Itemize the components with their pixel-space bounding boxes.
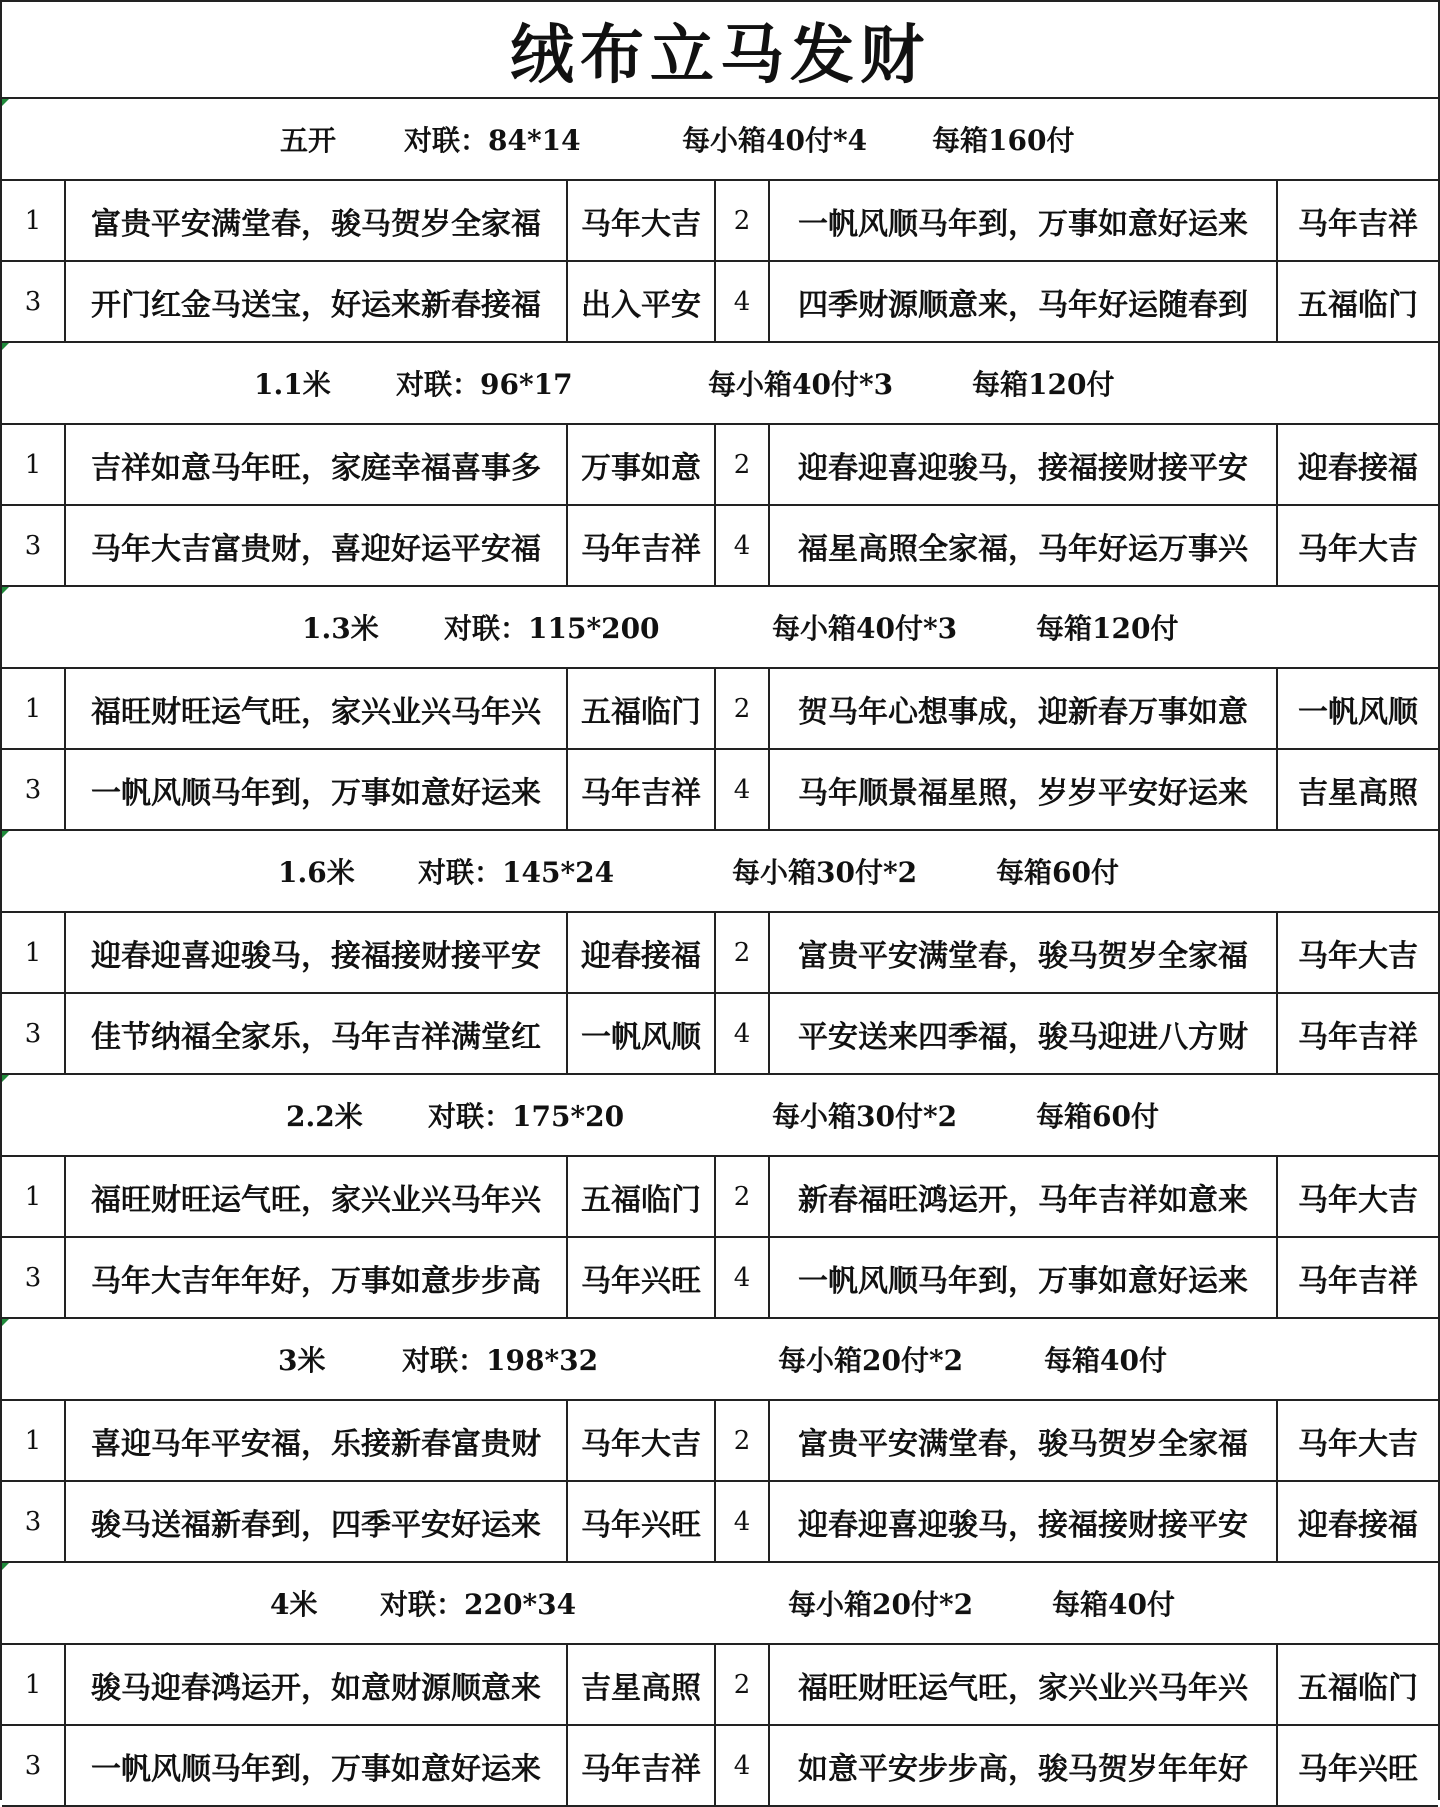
spec-box: 每箱40付 bbox=[1044, 1344, 1167, 1377]
item-number-right: 4 bbox=[716, 506, 770, 585]
spec-box: 每箱120付 bbox=[972, 368, 1115, 401]
item-number-left: 3 bbox=[2, 1238, 66, 1317]
table-row bbox=[2, 1645, 1438, 1726]
item-number-left: 3 bbox=[2, 1726, 66, 1805]
couplet-text-left: 佳节纳福全家乐，马年吉祥满堂红 bbox=[66, 994, 568, 1073]
couplet-text-right: 贺马年心想事成，迎新春万事如意 bbox=[770, 669, 1278, 748]
banner-text-right: 一帆风顺 bbox=[1298, 694, 1418, 730]
spec-small-box: 每小箱30付*2 bbox=[772, 1100, 958, 1133]
couplet-text-left: 开门红金马送宝，好运来新春接福 bbox=[66, 262, 568, 341]
couplet-text-left: 福旺财旺运气旺，家兴业兴马年兴 bbox=[66, 1157, 568, 1236]
banner-text-left: 马年大吉 bbox=[568, 1401, 716, 1480]
banner-text-right: 马年大吉 bbox=[1298, 1426, 1418, 1462]
couplet-text-left: 吉祥如意马年旺，家庭幸福喜事多 bbox=[66, 425, 568, 504]
spec-couplet: 对联：145*24 bbox=[418, 856, 615, 889]
couplet-text-left: 马年大吉富贵财，喜迎好运平安福 bbox=[66, 506, 568, 585]
banner-text-left: 五福临门 bbox=[568, 1157, 716, 1236]
couplet-text-right: 如意平安步步高，骏马贺岁年年好 bbox=[770, 1726, 1278, 1805]
table-row bbox=[2, 425, 1438, 506]
item-number-right: 2 bbox=[716, 669, 770, 748]
item-number-right: 2 bbox=[716, 1645, 770, 1724]
couplet-text-right: 福星高照全家福，马年好运万事兴 bbox=[770, 506, 1278, 585]
banner-text-right: 马年大吉 bbox=[1298, 1182, 1418, 1218]
spec-small-box: 每小箱20付*2 bbox=[788, 1588, 974, 1621]
spec-size: 2.2米 bbox=[286, 1100, 363, 1133]
couplet-text-right: 一帆风顺马年到，万事如意好运来 bbox=[770, 181, 1278, 260]
spec-row bbox=[2, 831, 1438, 913]
table-row bbox=[2, 994, 1438, 1075]
cell-comment-marker bbox=[2, 587, 9, 594]
banner-text-left: 马年大吉 bbox=[568, 181, 716, 260]
table-row bbox=[2, 1482, 1438, 1563]
spec-small-box: 每小箱40付*3 bbox=[708, 368, 894, 401]
item-number-right: 2 bbox=[716, 1401, 770, 1480]
item-number-left: 1 bbox=[2, 181, 66, 260]
item-number-right: 2 bbox=[716, 913, 770, 992]
couplet-text-right: 迎春迎喜迎骏马，接福接财接平安 bbox=[770, 425, 1278, 504]
couplet-text-left: 马年大吉年年好，万事如意步步高 bbox=[66, 1238, 568, 1317]
banner-text-left: 马年吉祥 bbox=[568, 750, 716, 829]
table-row bbox=[2, 750, 1438, 831]
cell-comment-marker bbox=[2, 831, 9, 838]
cell-comment-marker bbox=[2, 343, 9, 350]
couplet-text-left: 迎春迎喜迎骏马，接福接财接平安 bbox=[66, 913, 568, 992]
banner-text-left: 万事如意 bbox=[568, 425, 716, 504]
banner-text-right: 马年吉祥 bbox=[1298, 1263, 1418, 1299]
banner-text-left: 吉星高照 bbox=[568, 1645, 716, 1724]
banner-text-left: 马年兴旺 bbox=[568, 1482, 716, 1561]
spec-box: 每箱40付 bbox=[1052, 1588, 1175, 1621]
couplet-text-left: 喜迎马年平安福，乐接新春富贵财 bbox=[66, 1401, 568, 1480]
spec-size: 1.1米 bbox=[254, 368, 331, 401]
spec-couplet: 对联：96*17 bbox=[396, 368, 573, 401]
cell-comment-marker bbox=[2, 1319, 9, 1326]
spec-size: 五开 bbox=[280, 124, 337, 157]
banner-text-right: 马年吉祥 bbox=[1298, 206, 1418, 242]
item-number-left: 3 bbox=[2, 750, 66, 829]
table-row bbox=[2, 669, 1438, 750]
banner-text-right: 马年兴旺 bbox=[1298, 1751, 1418, 1787]
banner-text-left: 出入平安 bbox=[568, 262, 716, 341]
cell-comment-marker bbox=[2, 99, 9, 106]
couplet-text-right: 富贵平安满堂春，骏马贺岁全家福 bbox=[770, 1401, 1278, 1480]
spec-small-box: 每小箱40付*3 bbox=[772, 612, 958, 645]
banner-text-right: 吉星高照 bbox=[1298, 775, 1418, 811]
table-row bbox=[2, 913, 1438, 994]
item-number-right: 2 bbox=[716, 1157, 770, 1236]
banner-text-right: 五福临门 bbox=[1298, 1670, 1418, 1706]
banner-text-right: 马年吉祥 bbox=[1298, 1019, 1418, 1055]
spec-box: 每箱60付 bbox=[996, 856, 1119, 889]
banner-text-right: 马年大吉 bbox=[1298, 938, 1418, 974]
spec-couplet: 对联：175*20 bbox=[428, 1100, 625, 1133]
item-number-left: 1 bbox=[2, 1645, 66, 1724]
cell-comment-marker bbox=[2, 1075, 9, 1082]
banner-text-right: 迎春接福 bbox=[1298, 1507, 1418, 1543]
banner-text-left: 迎春接福 bbox=[568, 913, 716, 992]
spec-size: 3米 bbox=[278, 1344, 326, 1377]
spec-size: 4米 bbox=[270, 1588, 318, 1621]
couplet-text-right: 福旺财旺运气旺，家兴业兴马年兴 bbox=[770, 1645, 1278, 1724]
item-number-left: 1 bbox=[2, 1157, 66, 1236]
table-row bbox=[2, 1726, 1438, 1807]
item-number-right: 4 bbox=[716, 994, 770, 1073]
spec-couplet: 对联：198*32 bbox=[402, 1344, 599, 1377]
spec-couplet: 对联：84*14 bbox=[404, 124, 581, 157]
item-number-right: 2 bbox=[716, 425, 770, 504]
couplet-text-right: 马年顺景福星照，岁岁平安好运来 bbox=[770, 750, 1278, 829]
spec-couplet: 对联：115*200 bbox=[444, 612, 660, 645]
item-number-right: 4 bbox=[716, 1482, 770, 1561]
table-row bbox=[2, 181, 1438, 262]
item-number-left: 1 bbox=[2, 669, 66, 748]
table-row bbox=[2, 1238, 1438, 1319]
item-number-right: 4 bbox=[716, 1726, 770, 1805]
spec-row bbox=[2, 99, 1438, 181]
item-number-left: 3 bbox=[2, 262, 66, 341]
spec-row bbox=[2, 1319, 1438, 1401]
table-row bbox=[2, 1157, 1438, 1238]
couplet-text-left: 一帆风顺马年到，万事如意好运来 bbox=[66, 750, 568, 829]
banner-text-left: 马年吉祥 bbox=[568, 506, 716, 585]
banner-text-left: 马年兴旺 bbox=[568, 1238, 716, 1317]
item-number-right: 4 bbox=[716, 1238, 770, 1317]
couplet-text-right: 一帆风顺马年到，万事如意好运来 bbox=[770, 1238, 1278, 1317]
spec-row bbox=[2, 1563, 1438, 1645]
couplet-text-left: 一帆风顺马年到，万事如意好运来 bbox=[66, 1726, 568, 1805]
couplet-text-right: 平安送来四季福，骏马迎进八方财 bbox=[770, 994, 1278, 1073]
spec-size: 1.3米 bbox=[302, 612, 379, 645]
couplet-text-left: 福旺财旺运气旺，家兴业兴马年兴 bbox=[66, 669, 568, 748]
item-number-right: 2 bbox=[716, 181, 770, 260]
spec-small-box: 每小箱40付*4 bbox=[682, 124, 868, 157]
couplet-text-right: 迎春迎喜迎骏马，接福接财接平安 bbox=[770, 1482, 1278, 1561]
couplet-text-right: 富贵平安满堂春，骏马贺岁全家福 bbox=[770, 913, 1278, 992]
banner-text-right: 马年大吉 bbox=[1298, 531, 1418, 567]
couplet-text-left: 富贵平安满堂春，骏马贺岁全家福 bbox=[66, 181, 568, 260]
spec-small-box: 每小箱20付*2 bbox=[778, 1344, 964, 1377]
item-number-left: 3 bbox=[2, 994, 66, 1073]
spec-box: 每箱160付 bbox=[932, 124, 1075, 157]
banner-text-left: 马年吉祥 bbox=[568, 1726, 716, 1805]
sections-container bbox=[2, 99, 1438, 1807]
spec-box: 每箱120付 bbox=[1036, 612, 1179, 645]
spec-couplet: 对联：220*34 bbox=[380, 1588, 577, 1621]
couplet-text-left: 骏马迎春鸿运开，如意财源顺意来 bbox=[66, 1645, 568, 1724]
item-number-left: 1 bbox=[2, 1401, 66, 1480]
spec-size: 1.6米 bbox=[278, 856, 355, 889]
banner-text-right: 五福临门 bbox=[1298, 287, 1418, 323]
table-row bbox=[2, 262, 1438, 343]
item-number-left: 3 bbox=[2, 1482, 66, 1561]
item-number-left: 1 bbox=[2, 425, 66, 504]
cell-comment-marker bbox=[2, 1563, 9, 1570]
banner-text-left: 五福临门 bbox=[568, 669, 716, 748]
couplet-text-left: 骏马送福新春到，四季平安好运来 bbox=[66, 1482, 568, 1561]
spec-row bbox=[2, 343, 1438, 425]
item-number-right: 4 bbox=[716, 750, 770, 829]
banner-text-right: 迎春接福 bbox=[1298, 450, 1418, 486]
spec-small-box: 每小箱30付*2 bbox=[732, 856, 918, 889]
couplet-text-right: 新春福旺鸿运开，马年吉祥如意来 bbox=[770, 1157, 1278, 1236]
spec-box: 每箱60付 bbox=[1036, 1100, 1159, 1133]
table-row bbox=[2, 506, 1438, 587]
item-number-right: 4 bbox=[716, 262, 770, 341]
banner-text-left: 一帆风顺 bbox=[568, 994, 716, 1073]
item-number-left: 1 bbox=[2, 913, 66, 992]
spec-row bbox=[2, 587, 1438, 669]
item-number-left: 3 bbox=[2, 506, 66, 585]
table-row bbox=[2, 1401, 1438, 1482]
couplet-text-right: 四季财源顺意来，马年好运随春到 bbox=[770, 262, 1278, 341]
sheet-title: 绒布立马发财 bbox=[2, 0, 1438, 99]
spec-row bbox=[2, 1075, 1438, 1157]
